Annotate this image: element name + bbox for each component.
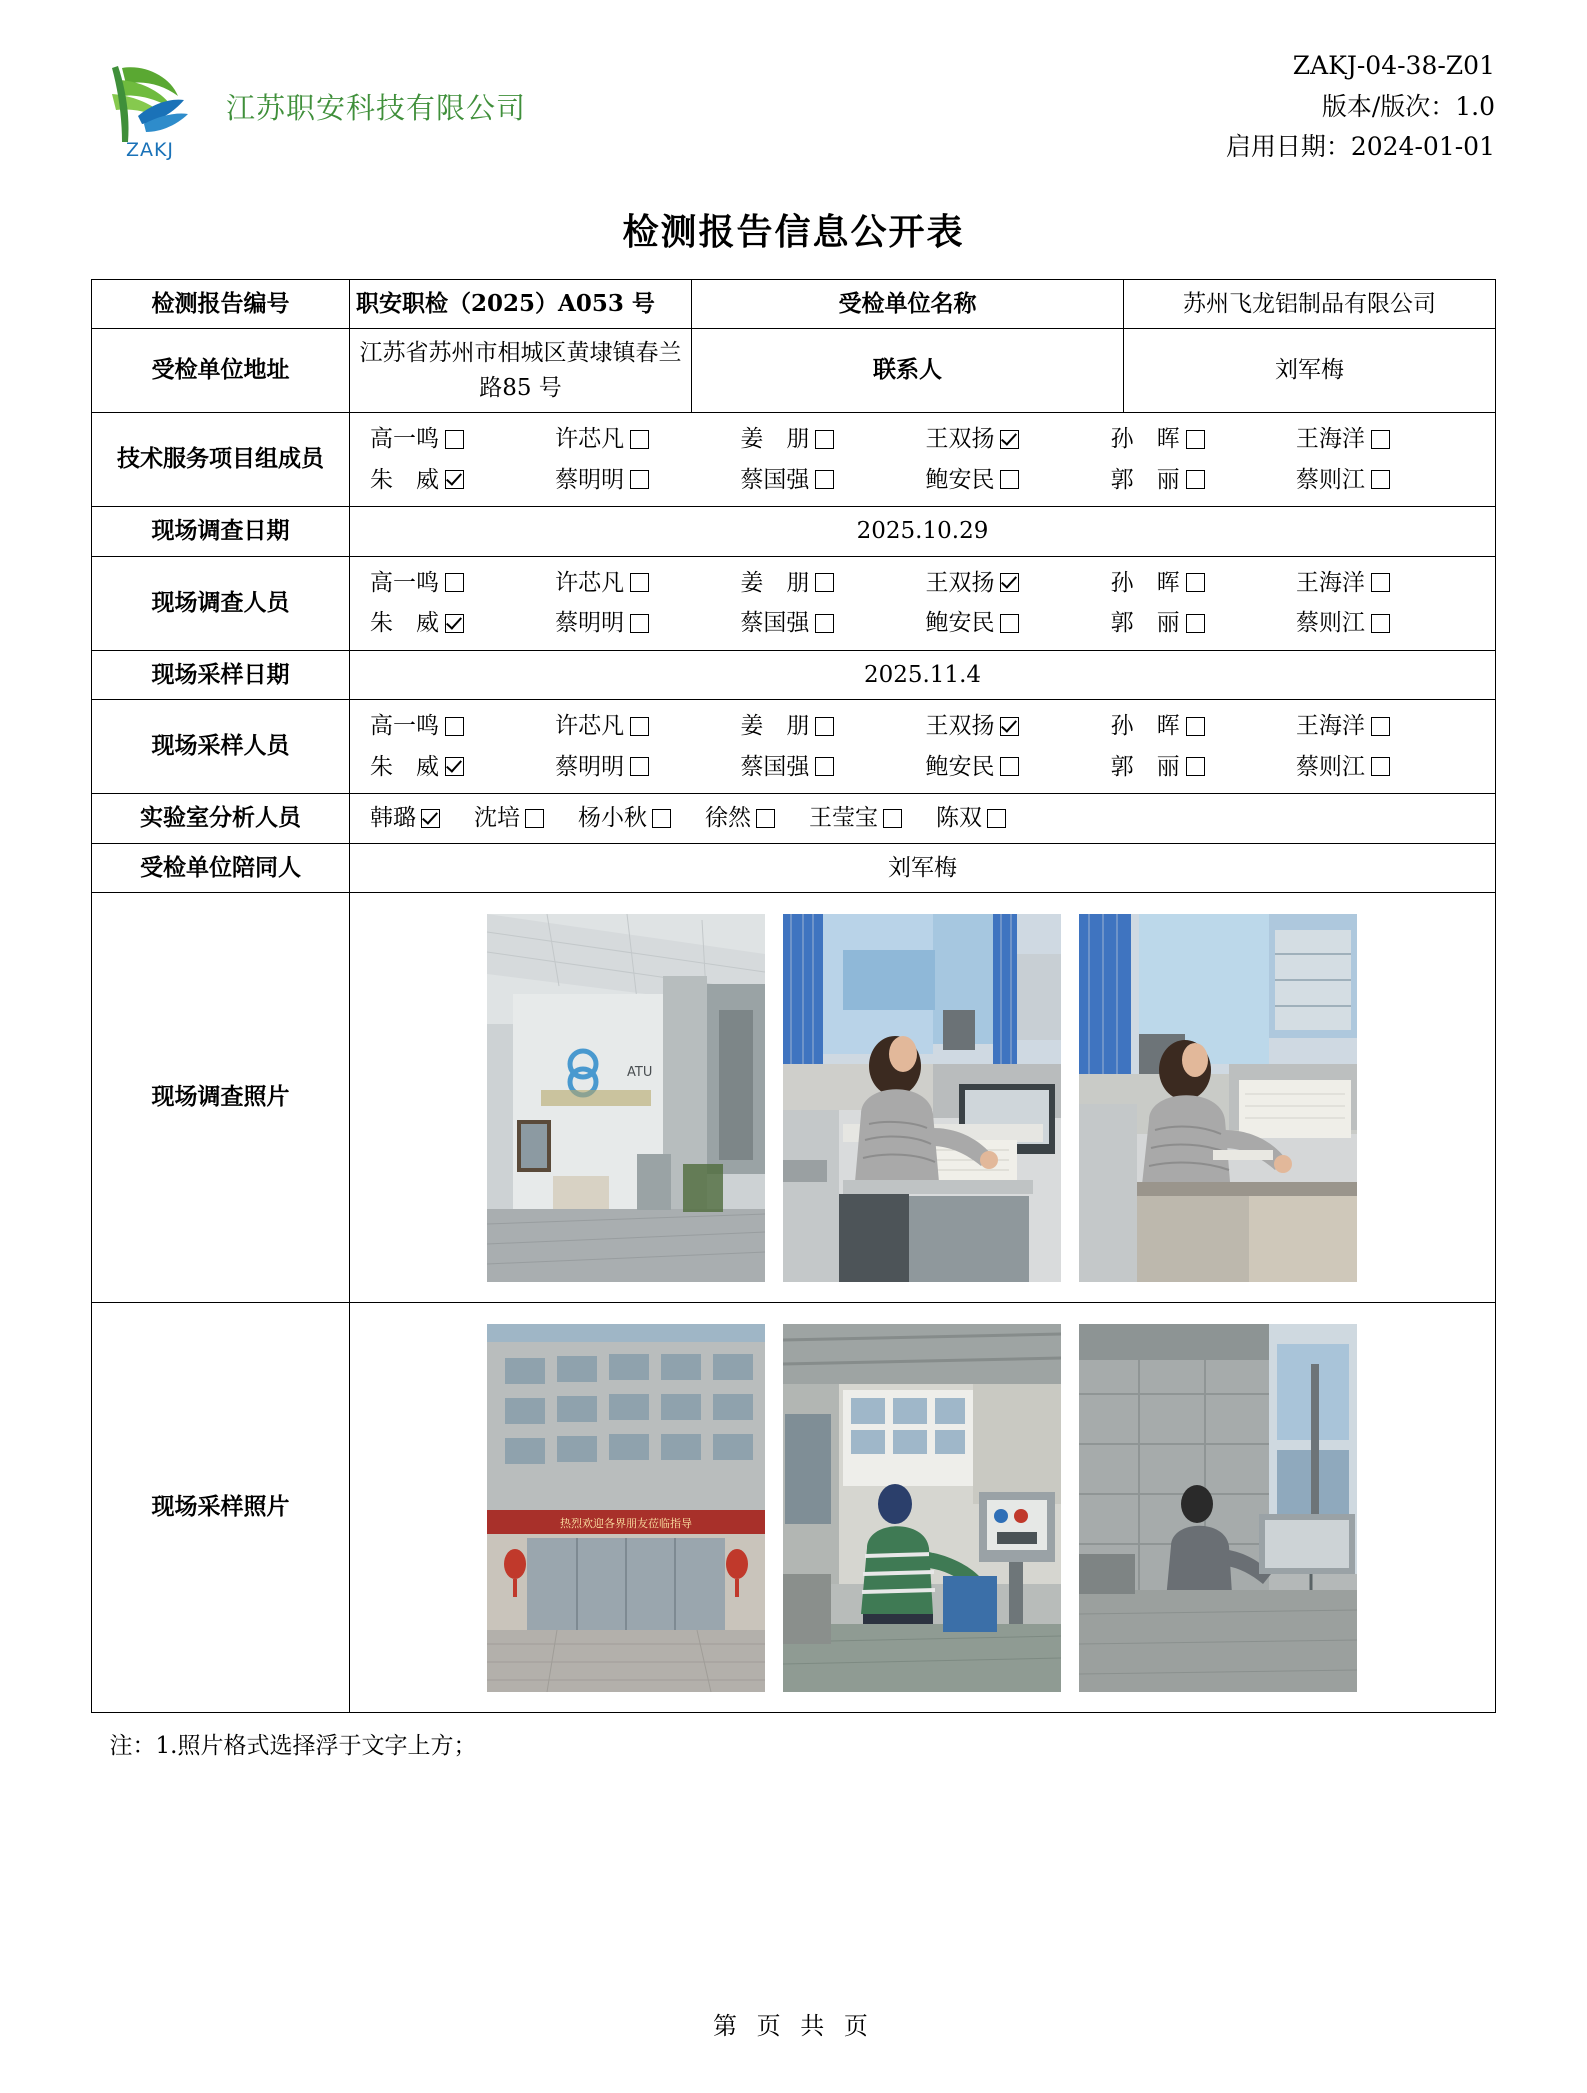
person-checkbox-item[interactable] bbox=[1111, 709, 1296, 744]
sampling-staff-cell bbox=[349, 700, 1495, 794]
person-name: 朱 威 bbox=[369, 466, 439, 493]
person-checkbox-item[interactable] bbox=[555, 750, 740, 785]
person-checkbox-item[interactable] bbox=[740, 422, 925, 457]
zakj-logo-icon bbox=[92, 50, 208, 162]
checkbox-unchecked-icon[interactable] bbox=[630, 573, 649, 592]
person-checkbox-item[interactable] bbox=[740, 606, 925, 641]
checkbox-unchecked-icon[interactable] bbox=[445, 573, 464, 592]
table-row bbox=[91, 794, 1495, 844]
survey-staff-grid bbox=[356, 564, 1489, 643]
person-name: 姜 朋 bbox=[740, 713, 810, 739]
person-name: 王双扬 bbox=[925, 713, 995, 739]
person-name: 孙 晖 bbox=[1110, 569, 1180, 596]
checkbox-unchecked-icon[interactable] bbox=[1371, 470, 1390, 489]
svg-text:ZAKJ: ZAKJ bbox=[125, 139, 175, 161]
table-row bbox=[91, 507, 1495, 557]
person-name: 高一鸣 bbox=[369, 569, 439, 596]
company-name: 江苏职安科技有限公司 bbox=[226, 90, 527, 125]
person-name: 郭 丽 bbox=[1110, 466, 1180, 493]
person-checkbox-item[interactable] bbox=[925, 422, 1110, 457]
person-name: 姜 朋 bbox=[740, 569, 810, 596]
footnote: 注：1.照片格式选择浮于文字上方； bbox=[109, 1733, 477, 1759]
table-row bbox=[91, 893, 1495, 1303]
survey-date-value: 2025.10.29 bbox=[349, 507, 1495, 557]
person-checkbox-item[interactable] bbox=[1111, 422, 1296, 457]
person-checkbox-item[interactable] bbox=[740, 566, 925, 601]
info-table bbox=[91, 279, 1496, 1714]
checkbox-unchecked-icon[interactable] bbox=[815, 470, 834, 489]
person-name: 孙 晖 bbox=[1110, 713, 1180, 739]
checkbox-unchecked-icon[interactable] bbox=[1000, 614, 1019, 633]
person-name: 郭 丽 bbox=[1110, 610, 1180, 636]
lab-staff-cell bbox=[349, 794, 1495, 844]
sampling-photos-label: 现场采样照片 bbox=[91, 1303, 349, 1713]
table-row bbox=[91, 329, 1495, 413]
person-name: 许芯凡 bbox=[555, 426, 625, 452]
checkbox-unchecked-icon[interactable] bbox=[815, 717, 834, 736]
person-checkbox-item[interactable] bbox=[925, 709, 1110, 744]
client-address-value: 江苏省苏州市相城区黄埭镇春兰路85 号 bbox=[349, 329, 691, 413]
table-row bbox=[91, 700, 1495, 794]
svg-text:热烈欢迎各界朋友莅临指导: 热烈欢迎各界朋友莅临指导 bbox=[560, 1516, 693, 1530]
survey-photos-cell bbox=[349, 893, 1495, 1303]
person-name: 蔡则江 bbox=[1295, 466, 1365, 493]
person-name: 朱 威 bbox=[369, 610, 439, 636]
person-name: 许芯凡 bbox=[555, 569, 625, 596]
report-no-value: 职安职检（2025）A053 号 bbox=[349, 279, 691, 329]
survey-photo-3 bbox=[1079, 914, 1357, 1282]
person-name: 蔡明明 bbox=[555, 610, 625, 636]
person-name: 许芯凡 bbox=[555, 713, 625, 739]
sampling-photo-strip bbox=[356, 1324, 1489, 1692]
person-name: 王莹宝 bbox=[808, 805, 878, 831]
table-row bbox=[91, 556, 1495, 650]
person-checkbox-item[interactable] bbox=[740, 750, 925, 785]
person-checkbox-item[interactable] bbox=[705, 801, 775, 836]
person-checkbox-item[interactable] bbox=[1296, 463, 1481, 498]
person-name: 姜 朋 bbox=[740, 426, 810, 452]
person-name: 杨小秋 bbox=[577, 805, 647, 831]
checkbox-unchecked-icon[interactable] bbox=[445, 430, 464, 449]
person-checkbox-item[interactable] bbox=[925, 463, 1110, 498]
person-name: 蔡则江 bbox=[1295, 610, 1365, 636]
person-name: 蔡明明 bbox=[555, 466, 625, 493]
team-members-grid bbox=[356, 420, 1489, 499]
checkbox-unchecked-icon[interactable] bbox=[525, 809, 544, 828]
person-name: 高一鸣 bbox=[369, 426, 439, 452]
checkbox-unchecked-icon[interactable] bbox=[1186, 717, 1205, 736]
document-version: 版本/版次：1.0 bbox=[1321, 91, 1495, 121]
person-name: 王双扬 bbox=[925, 569, 995, 596]
table-row bbox=[91, 1303, 1495, 1713]
header-meta bbox=[1226, 40, 1495, 168]
person-checkbox-item[interactable] bbox=[555, 709, 740, 744]
checkbox-checked-icon[interactable] bbox=[1000, 430, 1019, 449]
table-row bbox=[91, 843, 1495, 893]
checkbox-unchecked-icon[interactable] bbox=[630, 757, 649, 776]
table-row bbox=[91, 279, 1495, 329]
person-name: 王海洋 bbox=[1295, 569, 1365, 596]
person-checkbox-item[interactable] bbox=[370, 566, 555, 601]
person-name: 蔡国强 bbox=[740, 466, 810, 493]
team-members-cell bbox=[349, 413, 1495, 507]
sampling-staff-grid bbox=[356, 707, 1489, 786]
checkbox-checked-icon[interactable] bbox=[421, 809, 440, 828]
person-checkbox-item[interactable] bbox=[809, 801, 902, 836]
sampling-photos-cell bbox=[349, 1303, 1495, 1713]
table-row bbox=[91, 413, 1495, 507]
contact-label: 联系人 bbox=[692, 329, 1124, 413]
person-checkbox-item[interactable] bbox=[925, 750, 1110, 785]
client-name-value: 苏州飞龙铝制品有限公司 bbox=[1124, 279, 1496, 329]
person-name: 王双扬 bbox=[925, 426, 995, 452]
survey-staff-label: 现场调查人员 bbox=[91, 556, 349, 650]
checkbox-unchecked-icon[interactable] bbox=[1000, 757, 1019, 776]
person-checkbox-item[interactable] bbox=[555, 422, 740, 457]
person-name: 沈培 bbox=[473, 805, 520, 831]
person-checkbox-item[interactable] bbox=[1111, 606, 1296, 641]
checkbox-unchecked-icon[interactable] bbox=[1186, 573, 1205, 592]
sampling-date-label: 现场采样日期 bbox=[91, 650, 349, 700]
person-name: 王海洋 bbox=[1295, 426, 1365, 452]
checkbox-checked-icon[interactable] bbox=[445, 757, 464, 776]
checkbox-unchecked-icon[interactable] bbox=[630, 470, 649, 489]
person-name: 韩璐 bbox=[369, 805, 416, 831]
table-row bbox=[91, 650, 1495, 700]
checkbox-unchecked-icon[interactable] bbox=[815, 430, 834, 449]
svg-text:ATU: ATU bbox=[627, 1064, 653, 1080]
checkbox-unchecked-icon[interactable] bbox=[1000, 470, 1019, 489]
checkbox-unchecked-icon[interactable] bbox=[987, 809, 1006, 828]
checkbox-unchecked-icon[interactable] bbox=[815, 757, 834, 776]
escort-label: 受检单位陪同人 bbox=[91, 843, 349, 893]
checkbox-unchecked-icon[interactable] bbox=[630, 717, 649, 736]
survey-photos-label: 现场调查照片 bbox=[91, 893, 349, 1303]
survey-photo-2 bbox=[783, 914, 1061, 1282]
checkbox-unchecked-icon[interactable] bbox=[1371, 614, 1390, 633]
person-checkbox-item[interactable] bbox=[555, 463, 740, 498]
person-checkbox-item[interactable] bbox=[370, 750, 555, 785]
checkbox-unchecked-icon[interactable] bbox=[630, 614, 649, 633]
checkbox-unchecked-icon[interactable] bbox=[1186, 430, 1205, 449]
person-checkbox-item[interactable] bbox=[925, 606, 1110, 641]
survey-photo-strip bbox=[356, 914, 1489, 1282]
person-name: 蔡国强 bbox=[740, 753, 810, 780]
lab-staff-label: 实验室分析人员 bbox=[91, 794, 349, 844]
sampling-staff-label: 现场采样人员 bbox=[91, 700, 349, 794]
sampling-photo-1 bbox=[487, 1324, 765, 1692]
person-checkbox-item[interactable] bbox=[1296, 422, 1481, 457]
person-name: 王海洋 bbox=[1295, 713, 1365, 739]
person-checkbox-item[interactable] bbox=[370, 801, 440, 836]
person-checkbox-item[interactable] bbox=[936, 801, 1006, 836]
document-code: ZAKJ-04-38-Z01 bbox=[1292, 51, 1495, 80]
page-title: 检测报告信息公开表 bbox=[622, 210, 965, 253]
survey-date-label: 现场调查日期 bbox=[91, 507, 349, 557]
checkbox-checked-icon[interactable] bbox=[445, 614, 464, 633]
checkbox-unchecked-icon[interactable] bbox=[1186, 470, 1205, 489]
client-name-label: 受检单位名称 bbox=[692, 279, 1124, 329]
checkbox-unchecked-icon[interactable] bbox=[815, 614, 834, 633]
checkbox-unchecked-icon[interactable] bbox=[1371, 717, 1390, 736]
person-checkbox-item[interactable] bbox=[1111, 566, 1296, 601]
checkbox-unchecked-icon[interactable] bbox=[1186, 614, 1205, 633]
person-checkbox-item[interactable] bbox=[370, 709, 555, 744]
survey-photo-1 bbox=[487, 914, 765, 1282]
person-checkbox-item[interactable] bbox=[925, 566, 1110, 601]
report-no-label: 检测报告编号 bbox=[91, 279, 349, 329]
checkbox-unchecked-icon[interactable] bbox=[883, 809, 902, 828]
page-footer: 第 页 共 页 bbox=[713, 2012, 874, 2040]
person-checkbox-item[interactable] bbox=[1296, 606, 1481, 641]
person-name: 郭 丽 bbox=[1110, 753, 1180, 780]
person-checkbox-item[interactable] bbox=[1296, 709, 1481, 744]
person-checkbox-item[interactable] bbox=[1111, 750, 1296, 785]
person-checkbox-item[interactable] bbox=[1296, 750, 1481, 785]
checkbox-unchecked-icon[interactable] bbox=[445, 717, 464, 736]
checkbox-unchecked-icon[interactable] bbox=[756, 809, 775, 828]
person-checkbox-item[interactable] bbox=[474, 801, 544, 836]
checkbox-unchecked-icon[interactable] bbox=[652, 809, 671, 828]
checkbox-unchecked-icon[interactable] bbox=[1371, 757, 1390, 776]
person-name: 高一鸣 bbox=[369, 713, 439, 739]
checkbox-checked-icon[interactable] bbox=[1000, 573, 1019, 592]
document-header bbox=[0, 0, 1587, 168]
company-brand bbox=[92, 50, 526, 162]
person-checkbox-item[interactable] bbox=[740, 709, 925, 744]
person-checkbox-item[interactable] bbox=[555, 566, 740, 601]
team-label: 技术服务项目组成员 bbox=[91, 413, 349, 507]
client-address-label: 受检单位地址 bbox=[91, 329, 349, 413]
effective-date: 启用日期：2024-01-01 bbox=[1225, 132, 1495, 161]
person-checkbox-item[interactable] bbox=[555, 606, 740, 641]
person-checkbox-item[interactable] bbox=[370, 463, 555, 498]
person-name: 徐然 bbox=[704, 805, 751, 831]
person-name: 蔡明明 bbox=[555, 753, 625, 780]
checkbox-unchecked-icon[interactable] bbox=[1371, 430, 1390, 449]
checkbox-checked-icon[interactable] bbox=[1000, 717, 1019, 736]
checkbox-unchecked-icon[interactable] bbox=[815, 573, 834, 592]
contact-value: 刘军梅 bbox=[1124, 329, 1496, 413]
checkbox-unchecked-icon[interactable] bbox=[1186, 757, 1205, 776]
lab-staff-row bbox=[356, 801, 1489, 836]
checkbox-unchecked-icon[interactable] bbox=[1371, 573, 1390, 592]
person-name: 蔡则江 bbox=[1295, 753, 1365, 780]
person-checkbox-item[interactable] bbox=[1111, 463, 1296, 498]
person-checkbox-item[interactable] bbox=[370, 422, 555, 457]
sampling-photo-3 bbox=[1079, 1324, 1357, 1692]
survey-staff-cell bbox=[349, 556, 1495, 650]
sampling-date-value: 2025.11.4 bbox=[349, 650, 1495, 700]
person-name: 鲍安民 bbox=[925, 610, 995, 636]
person-name: 鲍安民 bbox=[925, 466, 995, 493]
sampling-photo-2 bbox=[783, 1324, 1061, 1692]
person-checkbox-item[interactable] bbox=[1296, 566, 1481, 601]
person-name: 朱 威 bbox=[369, 753, 439, 780]
person-name: 孙 晖 bbox=[1110, 426, 1180, 452]
checkbox-checked-icon[interactable] bbox=[445, 470, 464, 489]
person-name: 陈双 bbox=[935, 805, 982, 831]
checkbox-unchecked-icon[interactable] bbox=[630, 430, 649, 449]
person-name: 鲍安民 bbox=[925, 753, 995, 780]
person-checkbox-item[interactable] bbox=[370, 606, 555, 641]
escort-value: 刘军梅 bbox=[349, 843, 1495, 893]
person-name: 蔡国强 bbox=[740, 610, 810, 636]
person-checkbox-item[interactable] bbox=[740, 463, 925, 498]
person-checkbox-item[interactable] bbox=[578, 801, 671, 836]
